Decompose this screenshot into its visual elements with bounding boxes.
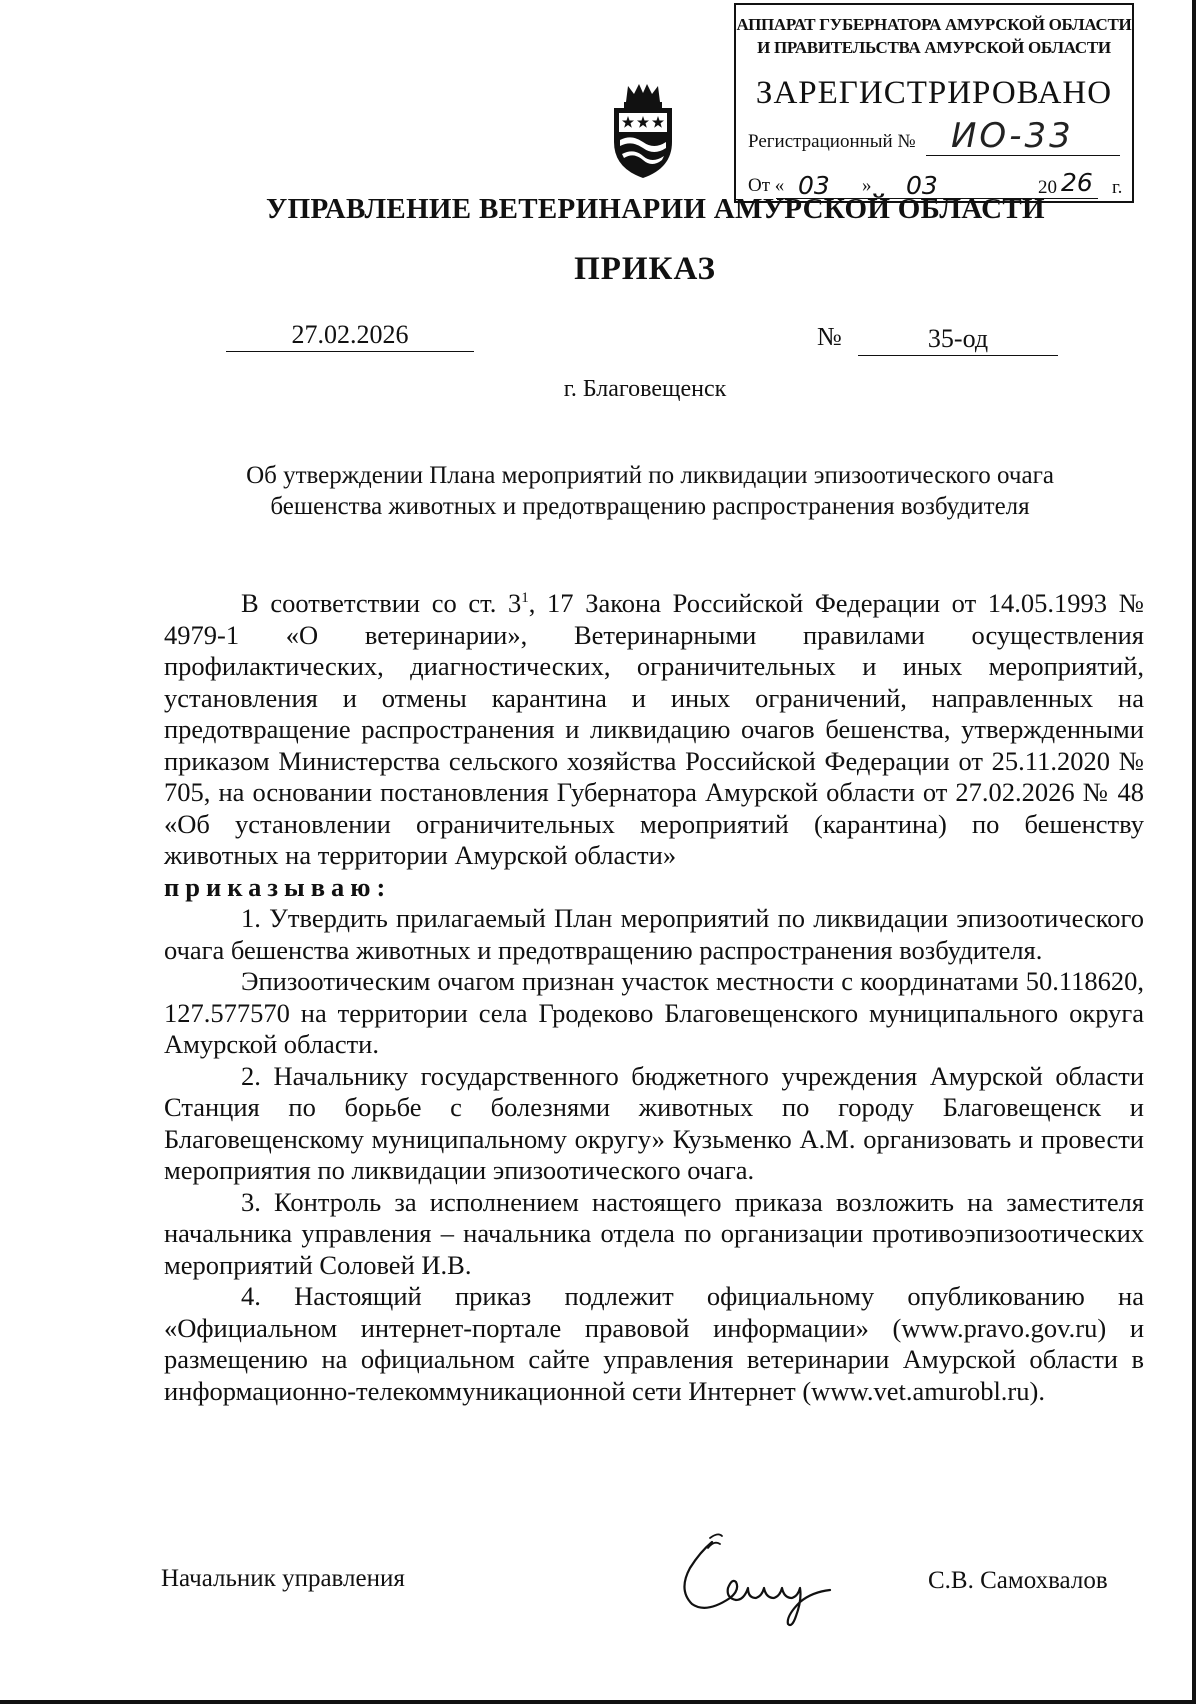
preamble-text-rest: , 17 Закона Российской Федерации от 14.05.1993 № 4979-1 «О ветеринарии», Ветеринарными правилами осуществления профилактических, диагностических, ограничительных и иных мероприятий, установления и отмены карантина и иных ограничений, направленных на предотвращение распространения и ликвидацию очагов бешенства, утвержденными приказом Министерства сельского хозяйства Российской Федерации от 25.11.2020 № 705, на основании постановления Губернатора Амурской области от 27.02.2026 № 48 «Об установлении ограничительных мероприятий (карантина) по бешенству животных на территории Амурской области»: [164, 588, 1144, 870]
document-title: ПРИКАЗ: [574, 251, 716, 287]
agency-name: УПРАВЛЕНИЕ ВЕТЕРИНАРИИ АМУРСКОЙ ОБЛАСТИ: [266, 193, 1045, 225]
stamp-year-abbrev: г.: [1112, 177, 1123, 198]
stamp-registered-label: ЗАРЕГИСТРИРОВАНО: [755, 75, 1113, 111]
order-number: 35-од: [927, 324, 989, 353]
order-date-underline: [226, 351, 474, 352]
stamp-month: 03: [906, 171, 938, 200]
preamble-text-start: В соответствии со ст. 3: [241, 588, 522, 618]
stamp-organization-line-2: И ПРАВИТЕЛЬСТВА АМУРСКОЙ ОБЛАСТИ: [757, 38, 1111, 57]
order-number-label: №: [817, 322, 842, 351]
coat-of-arms-icon: [606, 80, 680, 180]
item-1-note: Эпизоотическим очагом признан участок местности с координатами 50.118620, 127.577570 на территории села Гродеково Благовещенского муниципального округа Амурской области.: [164, 966, 1144, 1059]
subject-line-1: Об утверждении Плана мероприятий по ликвидации эпизоотического очага: [246, 462, 1054, 489]
stamp-day: 03: [798, 171, 830, 200]
order-number-underline: [858, 355, 1058, 356]
signatory-name: С.В. Самохвалов: [928, 1567, 1108, 1594]
item-4: 4. Настоящий приказ подлежит официальному опубликованию на «Официальном интернет-портале правовой информации» (www.pravo.gov.ru) и размещению на официальном сайте управления ветеринарии Амурской области в информационно-телекоммуникационной сети Интернет (www.vet.amurobl.ru).: [164, 1281, 1144, 1406]
registration-stamp: [734, 3, 1134, 203]
stamp-regno-value: ИО-33: [951, 116, 1074, 156]
handwritten-signature: [670, 1528, 860, 1638]
city: г. Благовещенск: [563, 376, 727, 402]
preamble-superscript: 1: [521, 590, 529, 607]
signatory-position: Начальник управления: [161, 1565, 405, 1592]
order-date: 27.02.2026: [291, 320, 409, 349]
order-body: [164, 588, 1144, 1407]
stamp-quote-close: »: [862, 175, 872, 196]
item-3: 3. Контроль за исполнением настоящего приказа возложить на заместителя начальника управления – начальника отдела по организации противоэпизоотических мероприятий Соловей И.В.: [164, 1186, 1144, 1280]
stamp-regno-label: Регистрационный №: [748, 131, 916, 152]
item-1: 1. Утвердить прилагаемый План мероприятий по ликвидации эпизоотического очага бешенства животных и предотвращению распространения возбудителя.: [164, 903, 1144, 965]
stamp-from-label: От «: [748, 175, 785, 196]
stamp-year-prefix: 20: [1038, 177, 1057, 198]
order-subject: [165, 460, 1135, 522]
subject-line-2: бешенства животных и предотвращению распространения возбудителя: [270, 493, 1030, 520]
stamp-organization-line-1: АППАРАТ ГУБЕРНАТОРА АМУРСКОЙ ОБЛАСТИ: [736, 15, 1132, 34]
stamp-year-suffix: 26: [1061, 168, 1093, 197]
item-2: 2. Начальнику государственного бюджетного учреждения Амурской области Станция по борьбе с болезнями животных по городу Благовещенск и Благовещенскому муниципальному округу» Кузьменко А.М. организовать и провести мероприятия по ликвидации эпизоотического очага.: [164, 1060, 1144, 1185]
decree-word: приказываю:: [164, 871, 392, 902]
preamble-paragraph: [164, 588, 1144, 872]
